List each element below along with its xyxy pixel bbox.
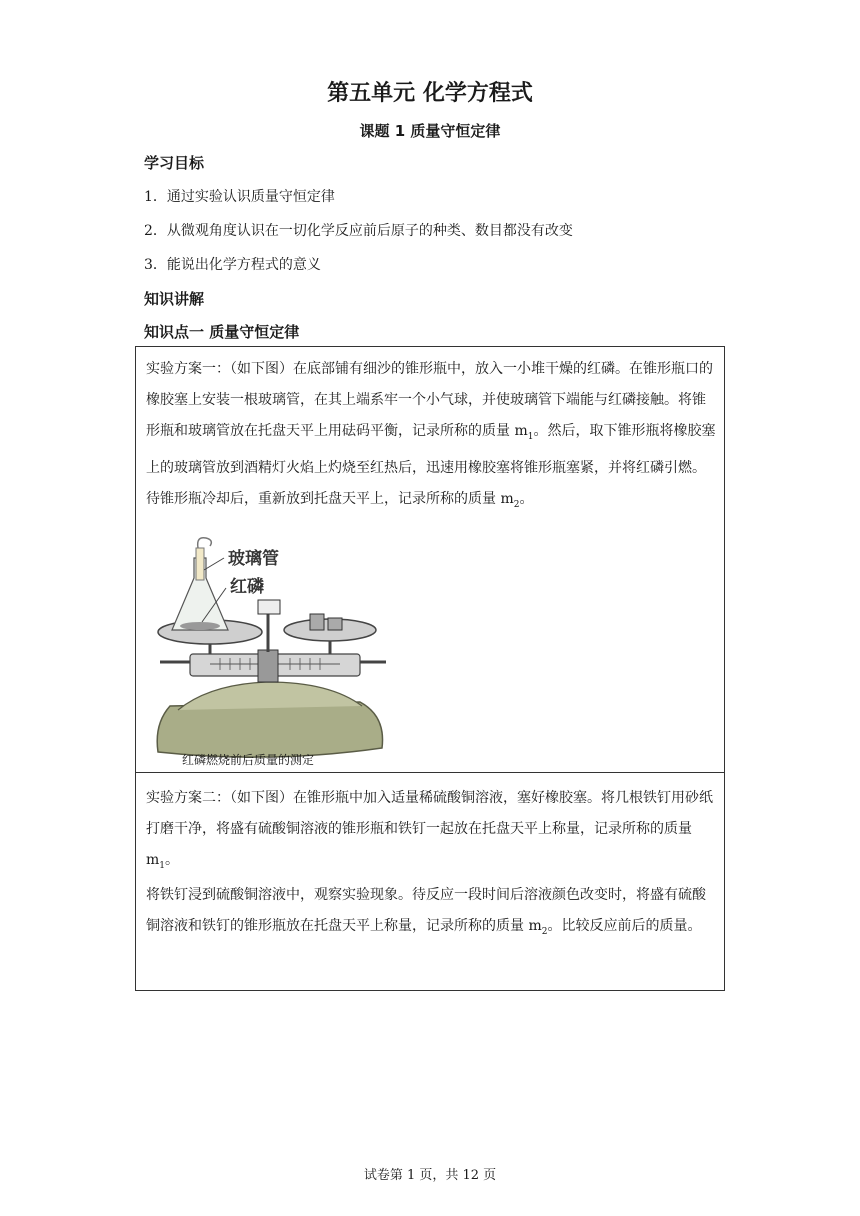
objective-item: 1．通过实验认识质量守恒定律: [144, 189, 335, 205]
experiment-two-text-2: 将铁钉浸到硫酸铜溶液中，观察实验现象。待反应一段时间后溶液颜色改变时，将盛有硫酸铜溶液和铁钉的锥形瓶放在托盘天平上称量，记录所称的质量 $m_2$。比较反应前后的质量。: [146, 887, 706, 937]
figure-caption: 红磷燃烧前后质量的测定: [182, 753, 315, 766]
lesson-subtitle: 课题 1 质量守恒定律: [359, 122, 501, 140]
balance-figure: [150, 534, 390, 766]
figure-label-glass-tube: 玻璃管: [228, 549, 279, 569]
balance-illustration: [150, 534, 390, 766]
objective-item: 3．能说出化学方程式的意义: [144, 257, 321, 273]
figure-label-red-phosphorus: 红磷: [230, 577, 264, 597]
experiment-one-box: [135, 346, 725, 773]
experiment-two-text-1: 实验方案二：（如下图）在锥形瓶中加入适量稀硫酸铜溶液，塞好橡胶塞。将几根铁钉用砂纸打磨干净，将盛有硫酸铜溶液的锥形瓶和铁钉一起放在托盘天平上称量，记录所称的质量 $m_1$。: [146, 790, 713, 871]
experiment-two-box: [135, 773, 725, 991]
knowledge-heading: 知识讲解: [144, 290, 205, 308]
objectives-heading: 学习目标: [144, 154, 205, 172]
knowledge-point-heading: 知识点一 质量守恒定律: [144, 323, 300, 341]
experiment-one-text: 实验方案一：（如下图）在底部铺有细沙的锥形瓶中，放入一小堆干燥的红磷。在锥形瓶口的橡胶塞上安装一根玻璃管，在其上端系牢一个小气球，并使玻璃管下端能与红磷接触。将锥形瓶和玻璃管放在托盘天平上用砝码平衡，记录所称的质量 $m_1$。然后，取下锥形瓶将橡胶塞上的玻璃管放到酒精灯火焰上灼烧至红热后，迅速用橡胶塞将锥形瓶塞紧，并将红磷引燃。待锥形瓶冷却后，重新放到托盘天平上，记录所称的质量 $m_2$。: [146, 361, 716, 510]
page-title: 第五单元 化学方程式: [327, 81, 533, 106]
page-footer: 试卷第 1 页，共 12 页: [363, 1168, 497, 1183]
objective-item: 2．从微观角度认识在一切化学反应前后原子的种类、数目都没有改变: [144, 223, 573, 239]
